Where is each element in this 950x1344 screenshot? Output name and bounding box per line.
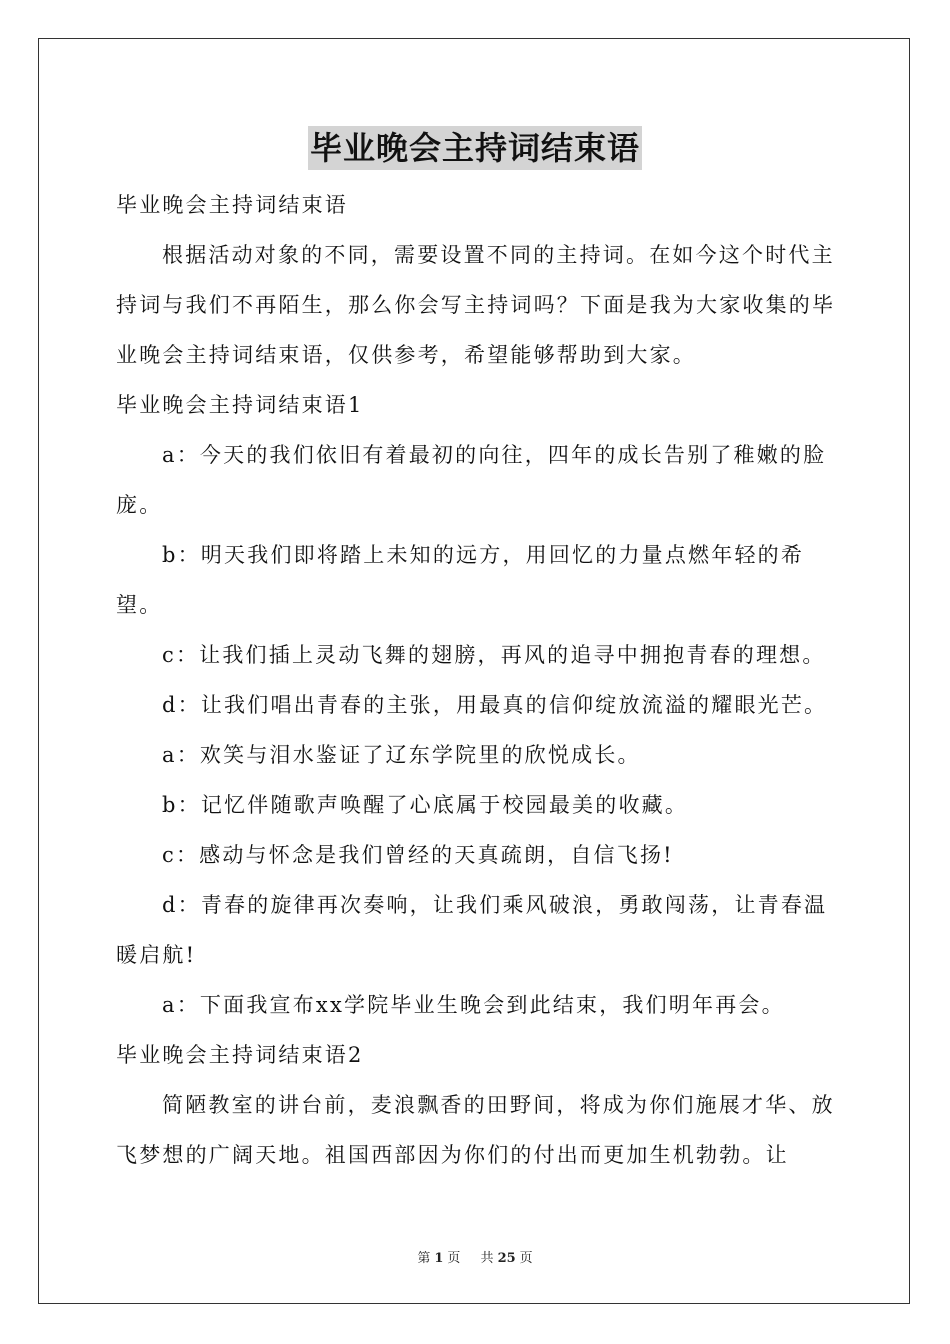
page-prefix: 第 — [417, 1251, 431, 1266]
total-pages: 25 — [497, 1251, 516, 1266]
total-indicator — [477, 1251, 537, 1266]
paragraph: d：青春的旋律再次奏响，让我们乘风破浪，勇敢闯荡，让青春温暖启航! — [116, 893, 828, 967]
paragraph: d：让我们唱出青春的主张，用最真的信仰绽放流溢的耀眼光芒。 — [162, 693, 828, 717]
page-footer — [0, 1247, 950, 1266]
total-prefix: 共 — [480, 1251, 494, 1266]
paragraph: b：明天我们即将踏上未知的远方，用回忆的力量点燃年轻的希望。 — [116, 543, 805, 617]
page-indicator — [413, 1251, 464, 1266]
paragraph: 根据活动对象的不同，需要设置不同的主持词。在如今这个时代主持词与我们不再陌生，那么你会写主持词吗？下面是我为大家收集的毕业晚会主持词结束语，仅供参考，希望能够帮助到大家。 — [116, 243, 836, 367]
paragraph: 简陋教室的讲台前，麦浪飘香的田野间，将成为你们施展才华、放飞梦想的广阔天地。祖国西部因为你们的付出而更加生机勃勃。让 — [116, 1093, 835, 1167]
section-heading: 毕业晚会主持词结束语1 — [116, 393, 364, 417]
paragraph: b：记忆伴随歌声唤醒了心底属于校园最美的收藏。 — [162, 793, 689, 817]
paragraph: a：下面我宣布xx学院毕业生晚会到此结束，我们明年再会。 — [162, 993, 785, 1017]
section-heading: 毕业晚会主持词结束语 — [116, 193, 348, 217]
total-suffix: 页 — [519, 1251, 533, 1266]
paragraph: a：欢笑与泪水鉴证了辽东学院里的欣悦成长。 — [162, 743, 641, 767]
paragraph: a：今天的我们依旧有着最初的向往，四年的成长告别了稚嫩的脸庞。 — [116, 443, 827, 517]
document-body — [116, 180, 836, 1180]
document-title: 毕业晚会主持词结束语 — [308, 126, 642, 170]
paragraph: c：感动与怀念是我们曾经的天真疏朗，自信飞扬! — [162, 843, 674, 867]
page-number: 1 — [434, 1251, 444, 1266]
paragraph: c：让我们插上灵动飞舞的翅膀，再风的追寻中拥抱青春的理想。 — [162, 643, 826, 667]
page-suffix: 页 — [447, 1251, 461, 1266]
title-container — [0, 126, 950, 170]
section-heading: 毕业晚会主持词结束语2 — [116, 1043, 364, 1067]
